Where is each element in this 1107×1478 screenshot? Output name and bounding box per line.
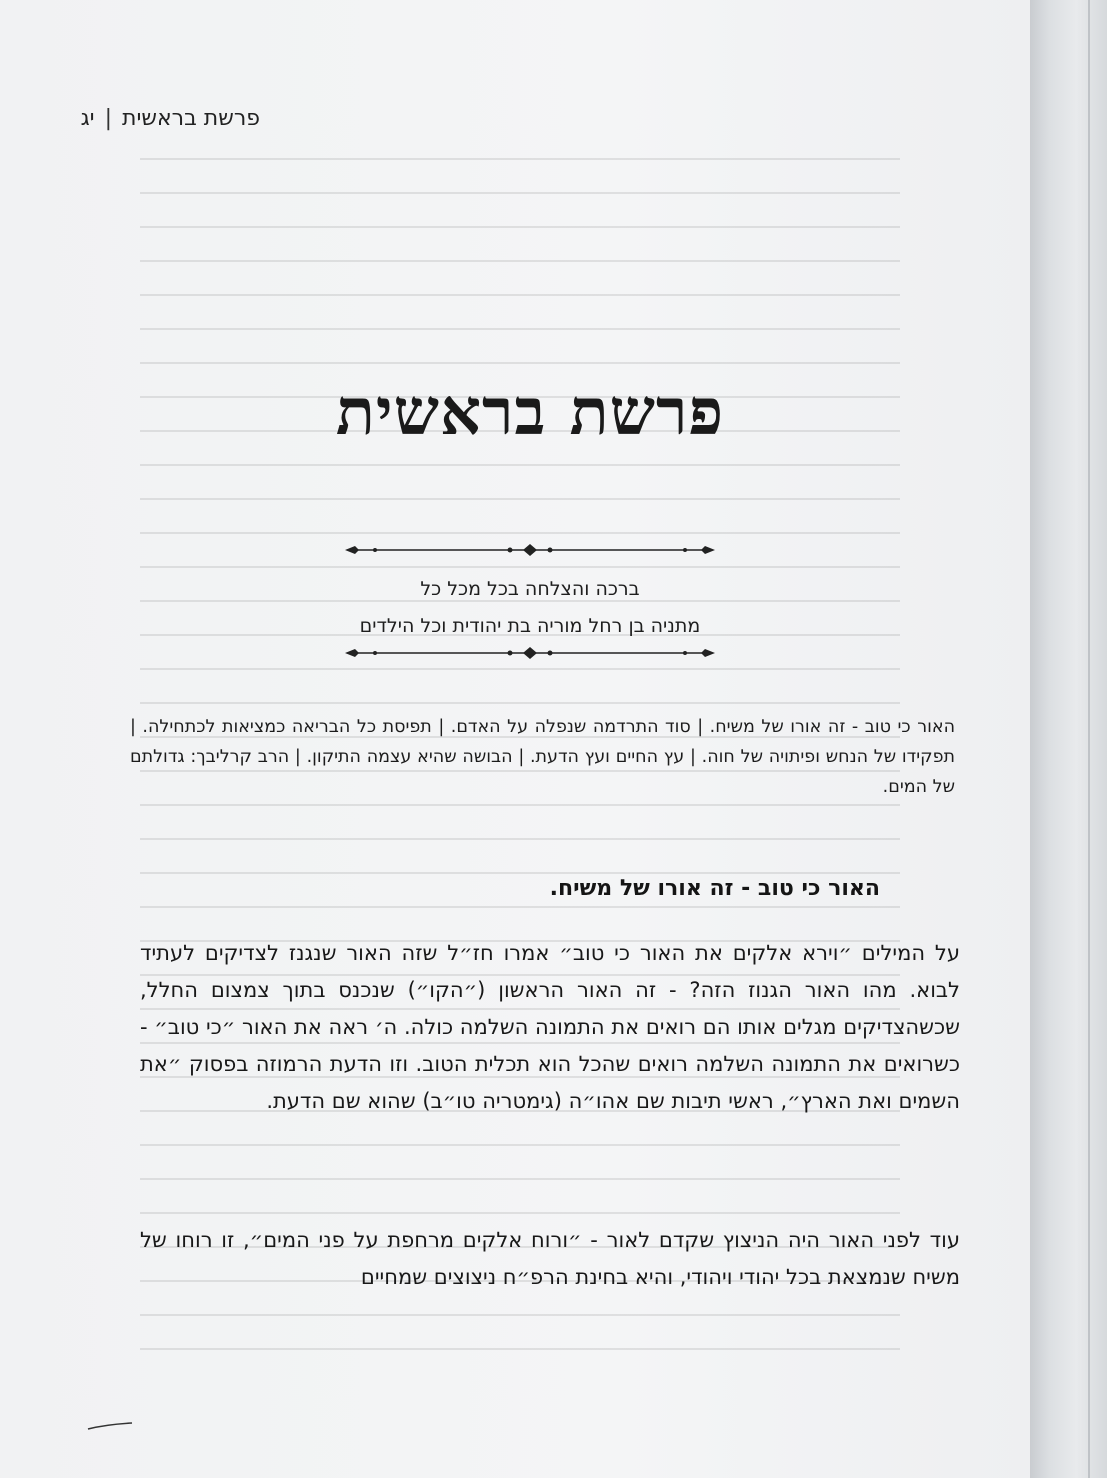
running-head xyxy=(81,106,260,131)
chapter-summary: האור כי טוב - זה אורו של משיח. | סוד התרדמה שנפלה על האדם. | תפיסת כל הבריאה כמציאות לכתחילה. | תפקידו של הנחש ופיתויה של חוה. | עץ החיים ועץ הדעת. | הבושה שהיא עצמה התיקון. | הרב קרליבך: גדולתם של המים. xyxy=(130,717,955,797)
running-head-title: פרשת בראשית xyxy=(121,106,260,131)
body-paragraph: עוד לפני האור היה הניצוץ שקדם לאור - ״ורוח אלקים מרחפת על פני המים״, זו רוחו של משיח שנמצאת בכל יהודי ויהודי, והיא בחינת הרפ״ח ניצוצים שמחיים xyxy=(140,1228,960,1289)
running-head-separator: | xyxy=(104,106,112,131)
pen-mark xyxy=(86,1420,134,1432)
chapter-title: פרשת בראשית xyxy=(335,375,725,450)
book-spine-shadow xyxy=(1030,0,1107,1478)
dedication-line-1: ברכה והצלחה בכל מכל כל xyxy=(420,578,640,600)
ornament-divider-top xyxy=(345,543,715,557)
page-number: יג xyxy=(80,106,95,131)
section-heading: האור כי טוב - זה אורו של משיח. xyxy=(549,876,880,901)
body-paragraph: על המילים ״וירא אלקים את האור כי טוב״ אמרו חז״ל שזה האור שנגנז לצדיקים לעתיד לבוא. מהו האור הגנוז הזה? - זה האור הראשון (״הקו״) שנכנס בתוך צמצום החלל, שכשהצדיקים מגלים אותו הם רואים את התמונה השלמה כולה. ה׳ ראה את האור ״כי טוב״ - כשרואים את התמונה השלמה רואים שהכל הוא תכלית הטוב. וזו הדעת הרמוזה בפסוק ״את השמים ואת הארץ״, ראשי תיבות שם אהו״ה (גימטריה טו״ב) שהוא שם הדעת. xyxy=(140,941,960,1113)
ornament-divider-bottom xyxy=(345,646,715,660)
page-edge-line xyxy=(1088,0,1090,1478)
dedication-line-2: מתניה בן רחל מוריה בת יהודית וכל הילדים xyxy=(359,615,701,637)
